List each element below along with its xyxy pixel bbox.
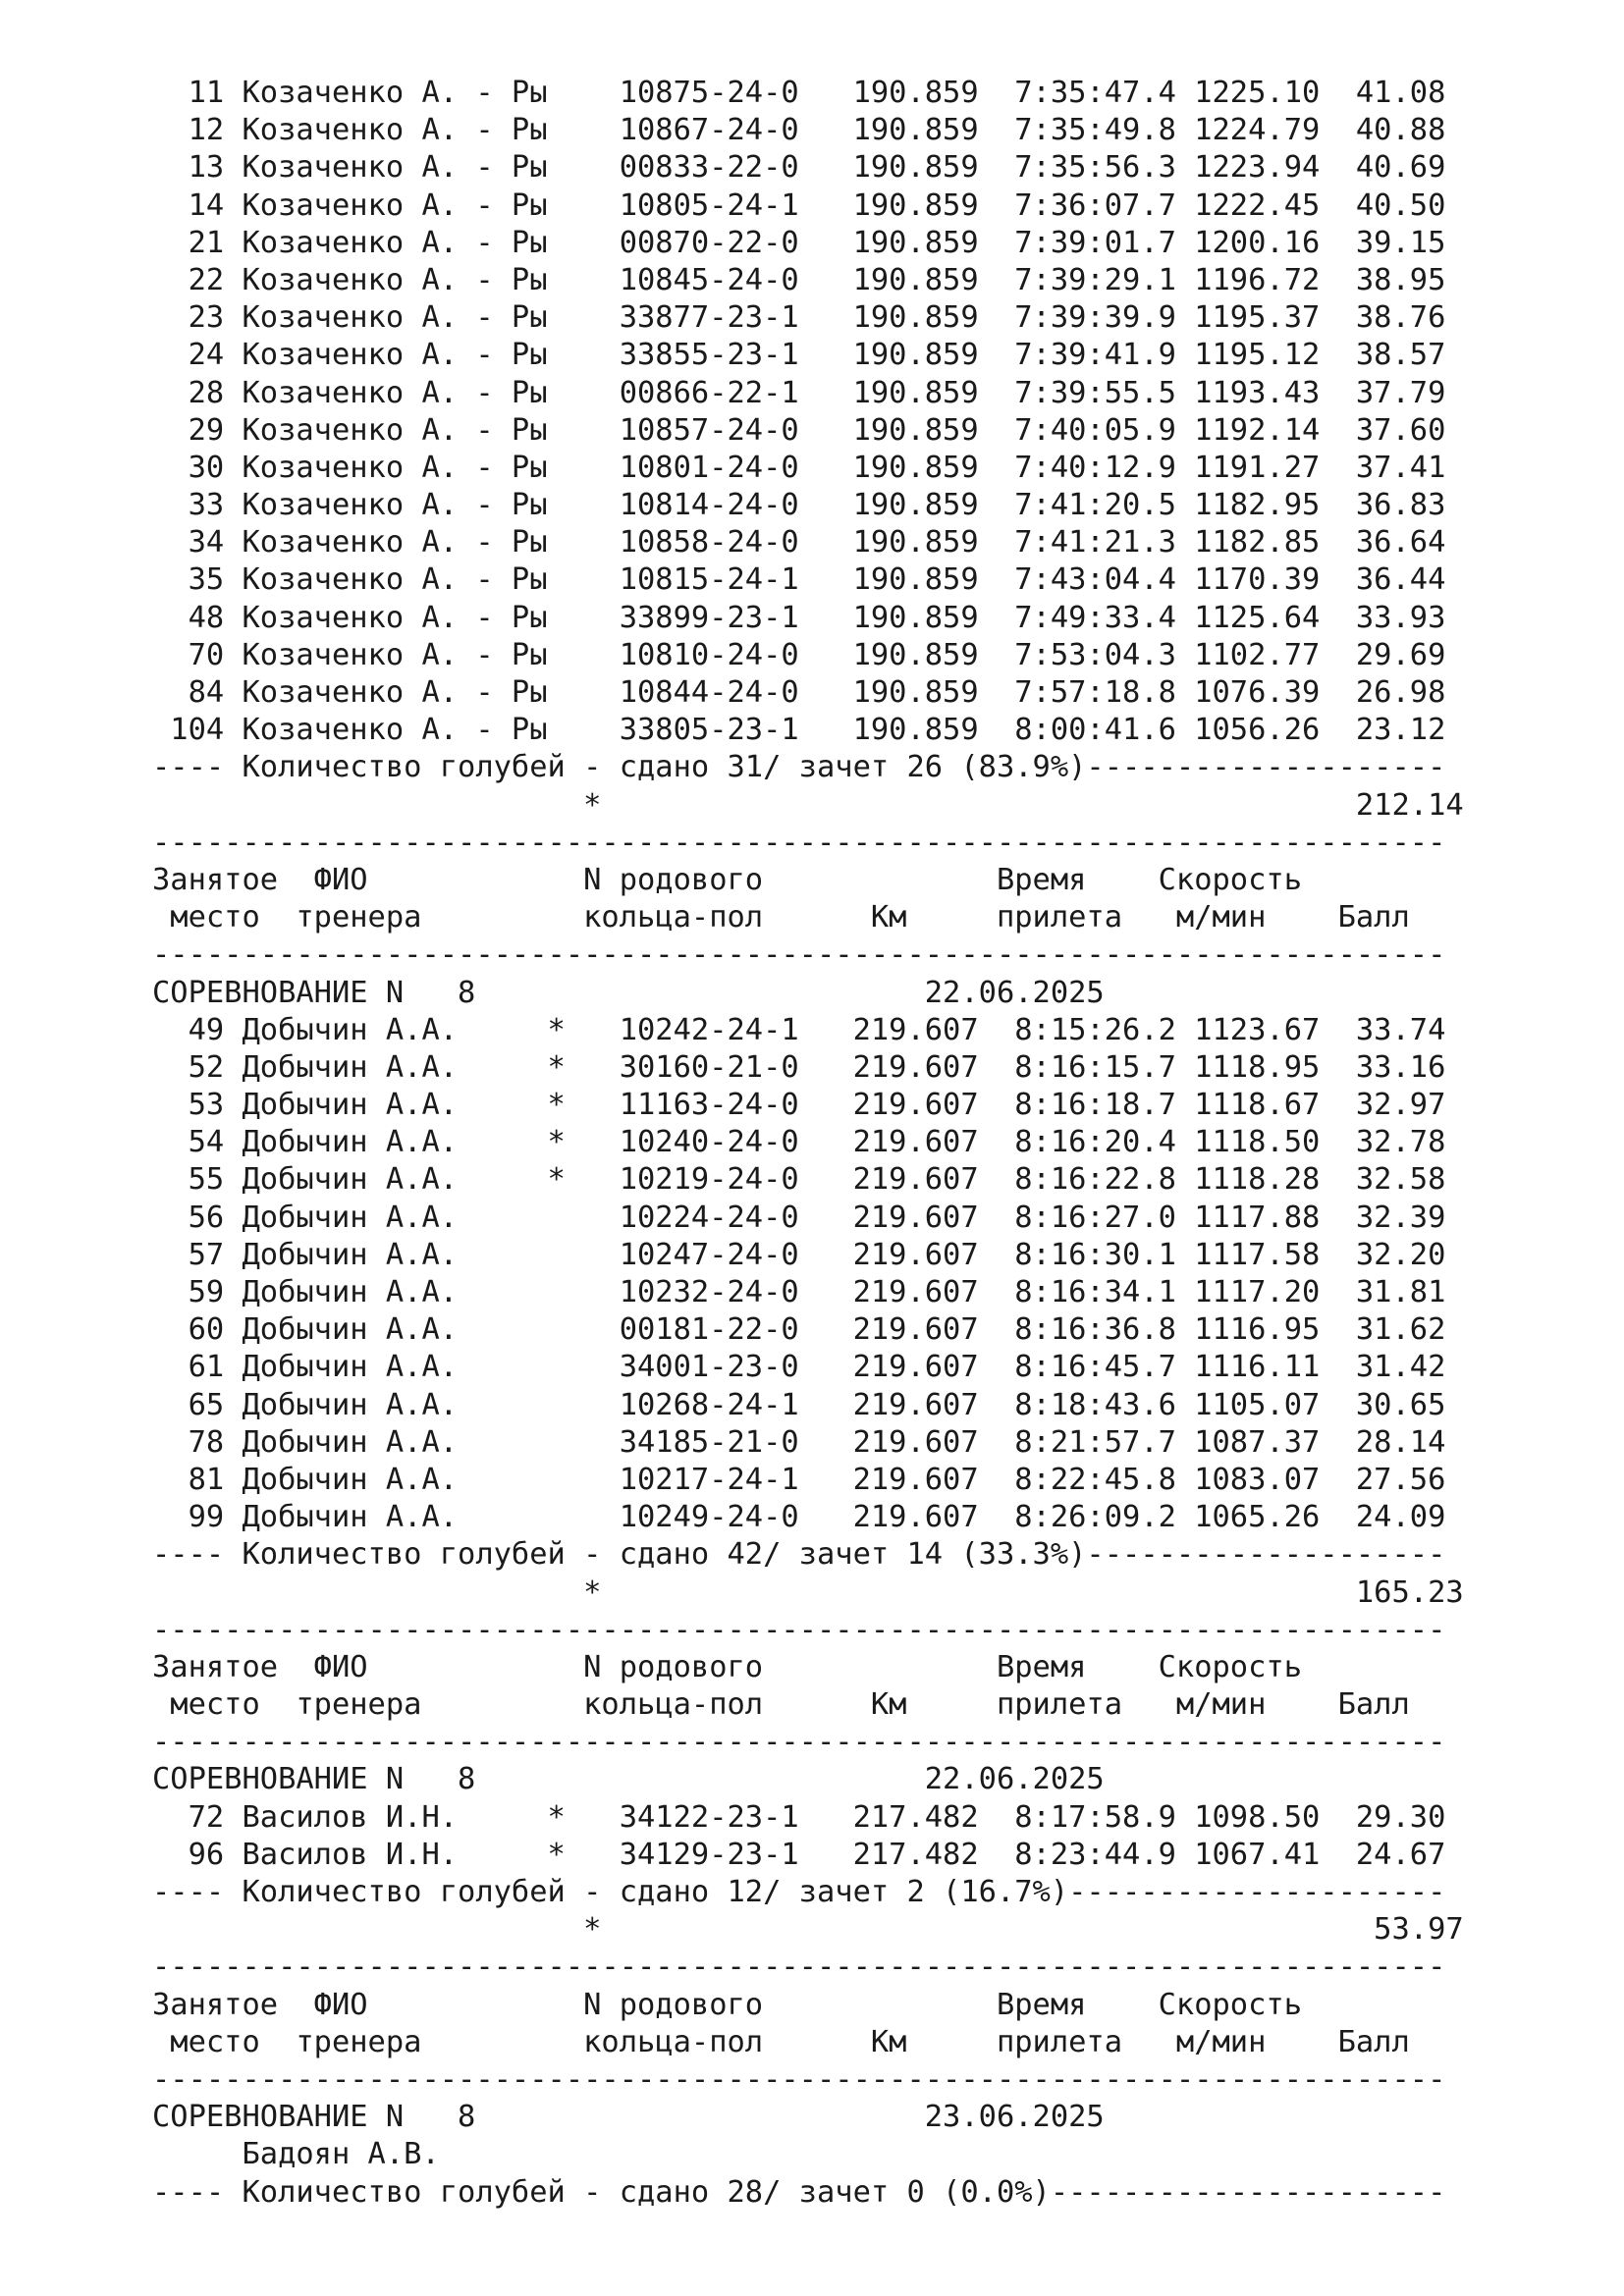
result-row: 99 Добычин А.А. 10249-24-0 219.607 8:26:09.2 1065.26 24.09 [152,1500,1446,1535]
result-row: 65 Добычин А.А. 10268-24-1 219.607 8:18:43.6 1105.07 30.65 [152,1387,1446,1422]
result-row: 34 Козаченко А. - Ры 10858-24-0 190.859 7:41:21.3 1182.85 36.64 [152,525,1446,561]
result-row: 28 Козаченко А. - Ры 00866-22-1 190.859 7:39:55.5 1193.43 37.79 [152,375,1446,410]
result-row: 13 Козаченко А. - Ры 00833-22-0 190.859 7:35:56.3 1223.94 40.69 [152,150,1446,186]
result-row: 22 Козаченко А. - Ры 10845-24-0 190.859 7:39:29.1 1196.72 38.95 [152,262,1446,297]
result-row: 56 Добычин А.А. 10224-24-0 219.607 8:16:27.0 1117.88 32.39 [152,1200,1446,1235]
total-line: * 165.23 [152,1575,1464,1610]
column-header: Занятое ФИО N родового Время Скорость [152,1987,1302,2022]
separator-line: ------------------------------------------------------------------------ [152,1612,1446,1647]
separator-line: ------------------------------------------------------------------------ [152,825,1446,860]
result-row: 54 Добычин А.А. * 10240-24-0 219.607 8:16:20.4 1118.50 32.78 [152,1125,1446,1160]
results-printout [152,75,1464,2212]
column-header: место тренера кольца-пол Км прилета м/мин Балл [152,2024,1410,2059]
separator-line: ------------------------------------------------------------------------ [152,1949,1446,1985]
result-row: 78 Добычин А.А. 34185-21-0 219.607 8:21:57.7 1087.37 28.14 [152,1424,1446,1460]
result-row: 30 Козаченко А. - Ры 10801-24-0 190.859 7:40:12.9 1191.27 37.41 [152,450,1446,485]
separator-line: ------------------------------------------------------------------------ [152,937,1446,973]
column-header: Занятое ФИО N родового Время Скорость [152,1649,1302,1684]
separator-line: ------------------------------------------------------------------------ [152,2061,1446,2097]
total-line: * 212.14 [152,787,1464,823]
result-row: 29 Козаченко А. - Ры 10857-24-0 190.859 7:40:05.9 1192.14 37.60 [152,412,1446,448]
result-row: 33 Козаченко А. - Ры 10814-24-0 190.859 7:41:20.5 1182.95 36.83 [152,488,1446,523]
result-row: 12 Козаченко А. - Ры 10867-24-0 190.859 7:35:49.8 1224.79 40.88 [152,113,1446,148]
result-row: 52 Добычин А.А. * 30160-21-0 219.607 8:16:15.7 1118.95 33.16 [152,1049,1446,1085]
result-row: 24 Козаченко А. - Ры 33855-23-1 190.859 7:39:41.9 1195.12 38.57 [152,338,1446,373]
result-row: 53 Добычин А.А. * 11163-24-0 219.607 8:16:18.7 1118.67 32.97 [152,1088,1446,1123]
result-row: 48 Козаченко А. - Ры 33899-23-1 190.859 7:49:33.4 1125.64 33.93 [152,600,1446,635]
result-row: 59 Добычин А.А. 10232-24-0 219.607 8:16:34.1 1117.20 31.81 [152,1275,1446,1309]
summary-line: ---- Количество голубей - сдано 12/ зачет 2 (16.7%)--------------------- [152,1875,1446,1909]
column-header: Занятое ФИО N родового Время Скорость [152,862,1302,897]
result-row: 11 Козаченко А. - Ры 10875-24-0 190.859 7:35:47.4 1225.10 41.08 [152,76,1446,110]
result-row: 23 Козаченко А. - Ры 33877-23-1 190.859 7:39:39.9 1195.37 38.76 [152,300,1446,336]
separator-line: ------------------------------------------------------------------------ [152,1725,1446,1760]
result-row: 49 Добычин А.А. * 10242-24-1 219.607 8:15:26.2 1123.67 33.74 [152,1012,1446,1047]
competition-header: СОРЕВНОВАНИЕ N 8 22.06.2025 [152,1762,1105,1797]
result-row: 104 Козаченко А. - Ры 33805-23-1 190.859 8:00:41.6 1056.26 23.12 [152,713,1446,748]
result-row: 60 Добычин А.А. 00181-22-0 219.607 8:16:36.8 1116.95 31.62 [152,1312,1446,1348]
summary-line: ---- Количество голубей - сдано 31/ зачет 26 (83.9%)-------------------- [152,750,1446,785]
competition-header: СОРЕВНОВАНИЕ N 8 22.06.2025 [152,975,1105,1010]
column-header: место тренера кольца-пол Км прилета м/мин Балл [152,900,1410,935]
participant-line: Бадоян А.В. [152,2137,440,2172]
result-row: 96 Василов И.Н. * 34129-23-1 217.482 8:23:44.9 1067.41 24.67 [152,1837,1446,1872]
result-row: 72 Василов И.Н. * 34122-23-1 217.482 8:17:58.9 1098.50 29.30 [152,1799,1446,1835]
result-row: 84 Козаченко А. - Ры 10844-24-0 190.859 7:57:18.8 1076.39 26.98 [152,675,1446,710]
result-row: 61 Добычин А.А. 34001-23-0 219.607 8:16:45.7 1116.11 31.42 [152,1350,1446,1385]
total-line: * 53.97 [152,1912,1464,1948]
result-row: 81 Добычин А.А. 10217-24-1 219.607 8:22:45.8 1083.07 27.56 [152,1462,1446,1497]
summary-line: ---- Количество голубей - сдано 28/ зачет 0 (0.0%)---------------------- [152,2174,1446,2210]
result-row: 70 Козаченко А. - Ры 10810-24-0 190.859 7:53:04.3 1102.77 29.69 [152,637,1446,672]
result-row: 55 Добычин А.А. * 10219-24-0 219.607 8:16:22.8 1118.28 32.58 [152,1162,1446,1198]
result-row: 14 Козаченко А. - Ры 10805-24-1 190.859 7:36:07.7 1222.45 40.50 [152,187,1446,223]
column-header: место тренера кольца-пол Км прилета м/мин Балл [152,1687,1410,1723]
result-row: 57 Добычин А.А. 10247-24-0 219.607 8:16:30.1 1117.58 32.20 [152,1237,1446,1272]
competition-header: СОРЕВНОВАНИЕ N 8 23.06.2025 [152,2100,1105,2135]
result-row: 21 Козаченко А. - Ры 00870-22-0 190.859 7:39:01.7 1200.16 39.15 [152,225,1446,260]
summary-line: ---- Количество голубей - сдано 42/ зачет 14 (33.3%)-------------------- [152,1537,1446,1573]
result-row: 35 Козаченко А. - Ры 10815-24-1 190.859 7:43:04.4 1170.39 36.44 [152,562,1446,598]
